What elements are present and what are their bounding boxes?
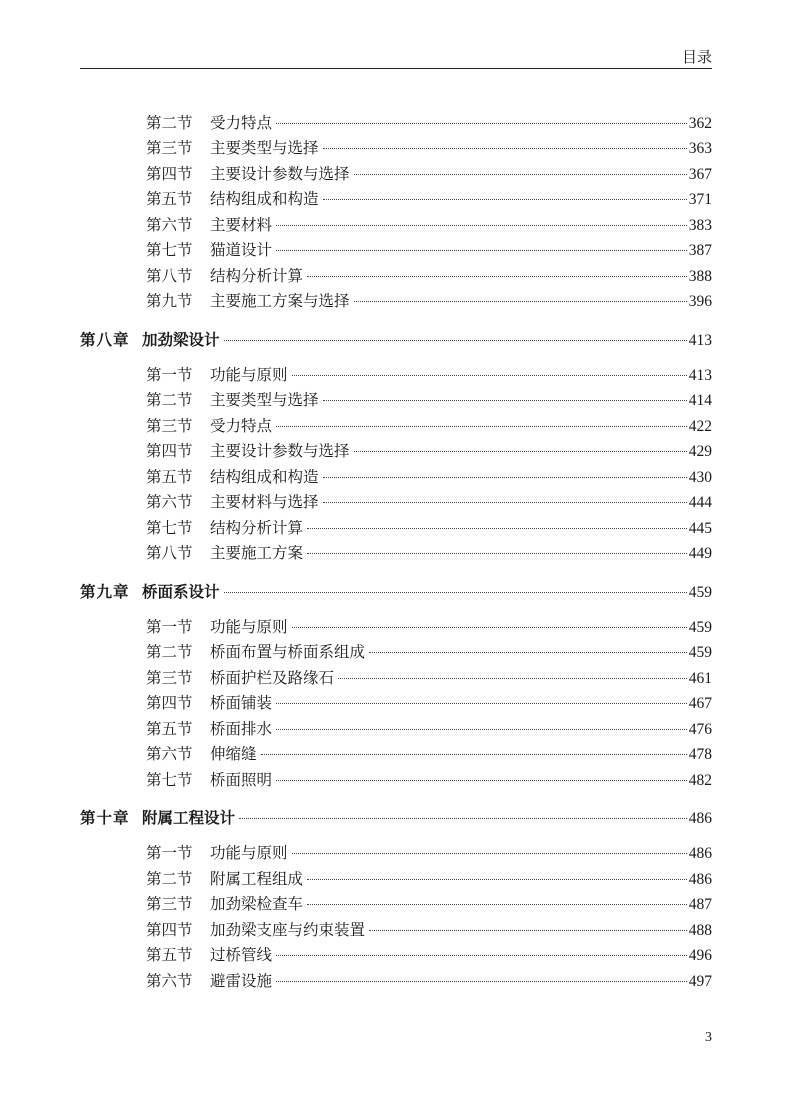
entry-number: 第六节 bbox=[146, 745, 193, 763]
toc-section-entry[interactable] bbox=[80, 291, 712, 311]
entry-number: 第三节 bbox=[146, 417, 193, 435]
entry-title: 附属工程组成 bbox=[210, 870, 304, 888]
entry-title: 避雷设施 bbox=[210, 972, 273, 990]
entry-number: 第十章 bbox=[80, 809, 130, 827]
entry-page-number: 496 bbox=[688, 947, 712, 964]
dot-leader bbox=[307, 904, 687, 905]
entry-page-number: 461 bbox=[688, 670, 712, 687]
entry-number: 第四节 bbox=[146, 442, 193, 460]
dot-leader bbox=[307, 879, 687, 880]
toc-section-entry[interactable] bbox=[80, 843, 712, 863]
dot-leader bbox=[276, 250, 687, 251]
entry-number: 第六节 bbox=[146, 493, 193, 511]
entry-number: 第二节 bbox=[146, 391, 193, 409]
entry-page-number: 497 bbox=[688, 973, 712, 990]
entry-page-number: 486 bbox=[688, 871, 712, 888]
entry-page-number: 449 bbox=[688, 545, 712, 562]
dot-leader bbox=[261, 754, 687, 755]
entry-page-number: 476 bbox=[688, 721, 712, 738]
dot-leader bbox=[307, 553, 687, 554]
entry-page-number: 413 bbox=[688, 332, 712, 349]
entry-title: 主要施工方案 bbox=[210, 544, 304, 562]
toc-section-entry[interactable] bbox=[80, 744, 712, 764]
toc-section-entry[interactable] bbox=[80, 693, 712, 713]
dot-leader bbox=[276, 955, 687, 956]
entry-number: 第五节 bbox=[146, 468, 193, 486]
entry-number: 第六节 bbox=[146, 216, 193, 234]
entry-number: 第二节 bbox=[146, 870, 193, 888]
dot-leader bbox=[323, 148, 687, 149]
entry-page-number: 459 bbox=[688, 644, 712, 661]
entry-page-number: 459 bbox=[688, 584, 712, 601]
entry-title: 桥面护栏及路缘石 bbox=[210, 669, 335, 687]
toc-section-entry[interactable] bbox=[80, 113, 712, 133]
entry-page-number: 422 bbox=[688, 418, 712, 435]
toc-chapter-entry[interactable] bbox=[80, 582, 712, 602]
dot-leader bbox=[276, 426, 687, 427]
entry-number: 第七节 bbox=[146, 771, 193, 789]
entry-page-number: 482 bbox=[688, 772, 712, 789]
entry-number: 第八节 bbox=[146, 267, 193, 285]
entry-title: 主要施工方案与选择 bbox=[210, 292, 350, 310]
dot-leader bbox=[369, 652, 687, 653]
dot-leader bbox=[354, 451, 687, 452]
toc-section-entry[interactable] bbox=[80, 215, 712, 235]
entry-page-number: 396 bbox=[688, 293, 712, 310]
toc-section-entry[interactable] bbox=[80, 365, 712, 385]
entry-title: 桥面系设计 bbox=[142, 583, 220, 601]
entry-page-number: 478 bbox=[688, 746, 712, 763]
entry-page-number: 486 bbox=[688, 845, 712, 862]
entry-title: 结构分析计算 bbox=[210, 267, 304, 285]
dot-leader bbox=[239, 818, 687, 819]
entry-title: 主要设计参数与选择 bbox=[210, 442, 350, 460]
dot-leader bbox=[323, 502, 687, 503]
entry-number: 第四节 bbox=[146, 694, 193, 712]
dot-leader bbox=[276, 703, 687, 704]
entry-number: 第七节 bbox=[146, 241, 193, 259]
toc-section-entry[interactable] bbox=[80, 719, 712, 739]
entry-number: 第一节 bbox=[146, 844, 193, 862]
toc-section-entry[interactable] bbox=[80, 617, 712, 637]
entry-title: 主要材料 bbox=[210, 216, 273, 234]
toc-section-entry[interactable] bbox=[80, 543, 712, 563]
entry-page-number: 459 bbox=[688, 619, 712, 636]
entry-number: 第二节 bbox=[146, 643, 193, 661]
entry-number: 第三节 bbox=[146, 139, 193, 157]
entry-page-number: 444 bbox=[688, 494, 712, 511]
entry-page-number: 414 bbox=[688, 392, 712, 409]
entry-title: 主要设计参数与选择 bbox=[210, 165, 350, 183]
dot-leader bbox=[276, 981, 687, 982]
entry-title: 过桥管线 bbox=[210, 946, 273, 964]
entry-title: 功能与原则 bbox=[210, 844, 288, 862]
entry-number: 第五节 bbox=[146, 946, 193, 964]
toc-section-entry[interactable] bbox=[80, 441, 712, 461]
running-header: 目录 bbox=[681, 48, 712, 66]
toc-section-entry[interactable] bbox=[80, 138, 712, 158]
entry-number: 第八节 bbox=[146, 544, 193, 562]
header-rule bbox=[80, 68, 712, 69]
toc-chapter-entry[interactable] bbox=[80, 330, 712, 350]
entry-page-number: 363 bbox=[688, 140, 712, 157]
entry-number: 第六节 bbox=[146, 972, 193, 990]
toc-section-entry[interactable] bbox=[80, 770, 712, 790]
entry-number: 第八章 bbox=[80, 331, 130, 349]
entry-number: 第五节 bbox=[146, 720, 193, 738]
entry-title: 猫道设计 bbox=[210, 241, 273, 259]
toc-section-entry[interactable] bbox=[80, 642, 712, 662]
toc-section-entry[interactable] bbox=[80, 869, 712, 889]
dot-leader bbox=[276, 780, 687, 781]
entry-title: 桥面铺装 bbox=[210, 694, 273, 712]
dot-leader bbox=[338, 678, 687, 679]
entry-title: 结构组成和构造 bbox=[210, 190, 319, 208]
entry-title: 附属工程设计 bbox=[142, 809, 236, 827]
toc-section-entry[interactable] bbox=[80, 971, 712, 991]
dot-leader bbox=[276, 729, 687, 730]
entry-title: 桥面排水 bbox=[210, 720, 273, 738]
entry-title: 加劲梁设计 bbox=[142, 331, 220, 349]
entry-page-number: 413 bbox=[688, 367, 712, 384]
toc-section-entry[interactable] bbox=[80, 518, 712, 538]
dot-leader bbox=[354, 174, 687, 175]
entry-page-number: 430 bbox=[688, 469, 712, 486]
dot-leader bbox=[323, 477, 687, 478]
entry-title: 伸缩缝 bbox=[210, 745, 257, 763]
toc-section-entry[interactable] bbox=[80, 668, 712, 688]
entry-number: 第五节 bbox=[146, 190, 193, 208]
entry-number: 第一节 bbox=[146, 618, 193, 636]
toc-section-entry[interactable] bbox=[80, 266, 712, 286]
toc-section-entry[interactable] bbox=[80, 416, 712, 436]
entry-title: 功能与原则 bbox=[210, 366, 288, 384]
entry-page-number: 383 bbox=[688, 217, 712, 234]
entry-page-number: 486 bbox=[688, 810, 712, 827]
entry-title: 结构组成和构造 bbox=[210, 468, 319, 486]
entry-page-number: 467 bbox=[688, 695, 712, 712]
entry-number: 第四节 bbox=[146, 921, 193, 939]
entry-title: 桥面布置与桥面系组成 bbox=[210, 643, 366, 661]
toc-section-entry[interactable] bbox=[80, 467, 712, 487]
entry-title: 加劲梁检查车 bbox=[210, 895, 304, 913]
entry-title: 主要类型与选择 bbox=[210, 139, 319, 157]
dot-leader bbox=[224, 340, 687, 341]
entry-number: 第九节 bbox=[146, 292, 193, 310]
entry-title: 受力特点 bbox=[210, 114, 273, 132]
dot-leader bbox=[276, 123, 687, 124]
entry-title: 结构分析计算 bbox=[210, 519, 304, 537]
entry-number: 第四节 bbox=[146, 165, 193, 183]
toc-section-entry[interactable] bbox=[80, 164, 712, 184]
page-number: 3 bbox=[705, 1030, 712, 1045]
toc-section-entry[interactable] bbox=[80, 189, 712, 209]
entry-title: 受力特点 bbox=[210, 417, 273, 435]
entry-page-number: 387 bbox=[688, 242, 712, 259]
entry-title: 加劲梁支座与约束装置 bbox=[210, 921, 366, 939]
entry-page-number: 487 bbox=[688, 896, 712, 913]
dot-leader bbox=[292, 627, 687, 628]
toc-section-entry[interactable] bbox=[80, 920, 712, 940]
toc-section-entry[interactable] bbox=[80, 240, 712, 260]
toc-section-entry[interactable] bbox=[80, 390, 712, 410]
dot-leader bbox=[323, 199, 687, 200]
entry-page-number: 362 bbox=[688, 115, 712, 132]
entry-page-number: 367 bbox=[688, 166, 712, 183]
toc-section-entry[interactable] bbox=[80, 492, 712, 512]
entry-page-number: 371 bbox=[688, 191, 712, 208]
entry-number: 第七节 bbox=[146, 519, 193, 537]
dot-leader bbox=[307, 276, 687, 277]
dot-leader bbox=[292, 853, 687, 854]
entry-number: 第一节 bbox=[146, 366, 193, 384]
dot-leader bbox=[323, 400, 687, 401]
entry-page-number: 445 bbox=[688, 520, 712, 537]
entry-page-number: 388 bbox=[688, 268, 712, 285]
entry-title: 主要类型与选择 bbox=[210, 391, 319, 409]
dot-leader bbox=[369, 930, 687, 931]
entry-number: 第二节 bbox=[146, 114, 193, 132]
entry-title: 主要材料与选择 bbox=[210, 493, 319, 511]
dot-leader bbox=[307, 528, 687, 529]
toc-section-entry[interactable] bbox=[80, 894, 712, 914]
entry-title: 桥面照明 bbox=[210, 771, 273, 789]
entry-number: 第九章 bbox=[80, 583, 130, 601]
dot-leader bbox=[224, 592, 687, 593]
entry-title: 功能与原则 bbox=[210, 618, 288, 636]
entry-page-number: 429 bbox=[688, 443, 712, 460]
dot-leader bbox=[292, 375, 687, 376]
dot-leader bbox=[276, 225, 687, 226]
entry-page-number: 488 bbox=[688, 922, 712, 939]
dot-leader bbox=[354, 301, 687, 302]
toc-section-entry[interactable] bbox=[80, 945, 712, 965]
toc-chapter-entry[interactable] bbox=[80, 808, 712, 828]
entry-number: 第三节 bbox=[146, 895, 193, 913]
entry-number: 第三节 bbox=[146, 669, 193, 687]
